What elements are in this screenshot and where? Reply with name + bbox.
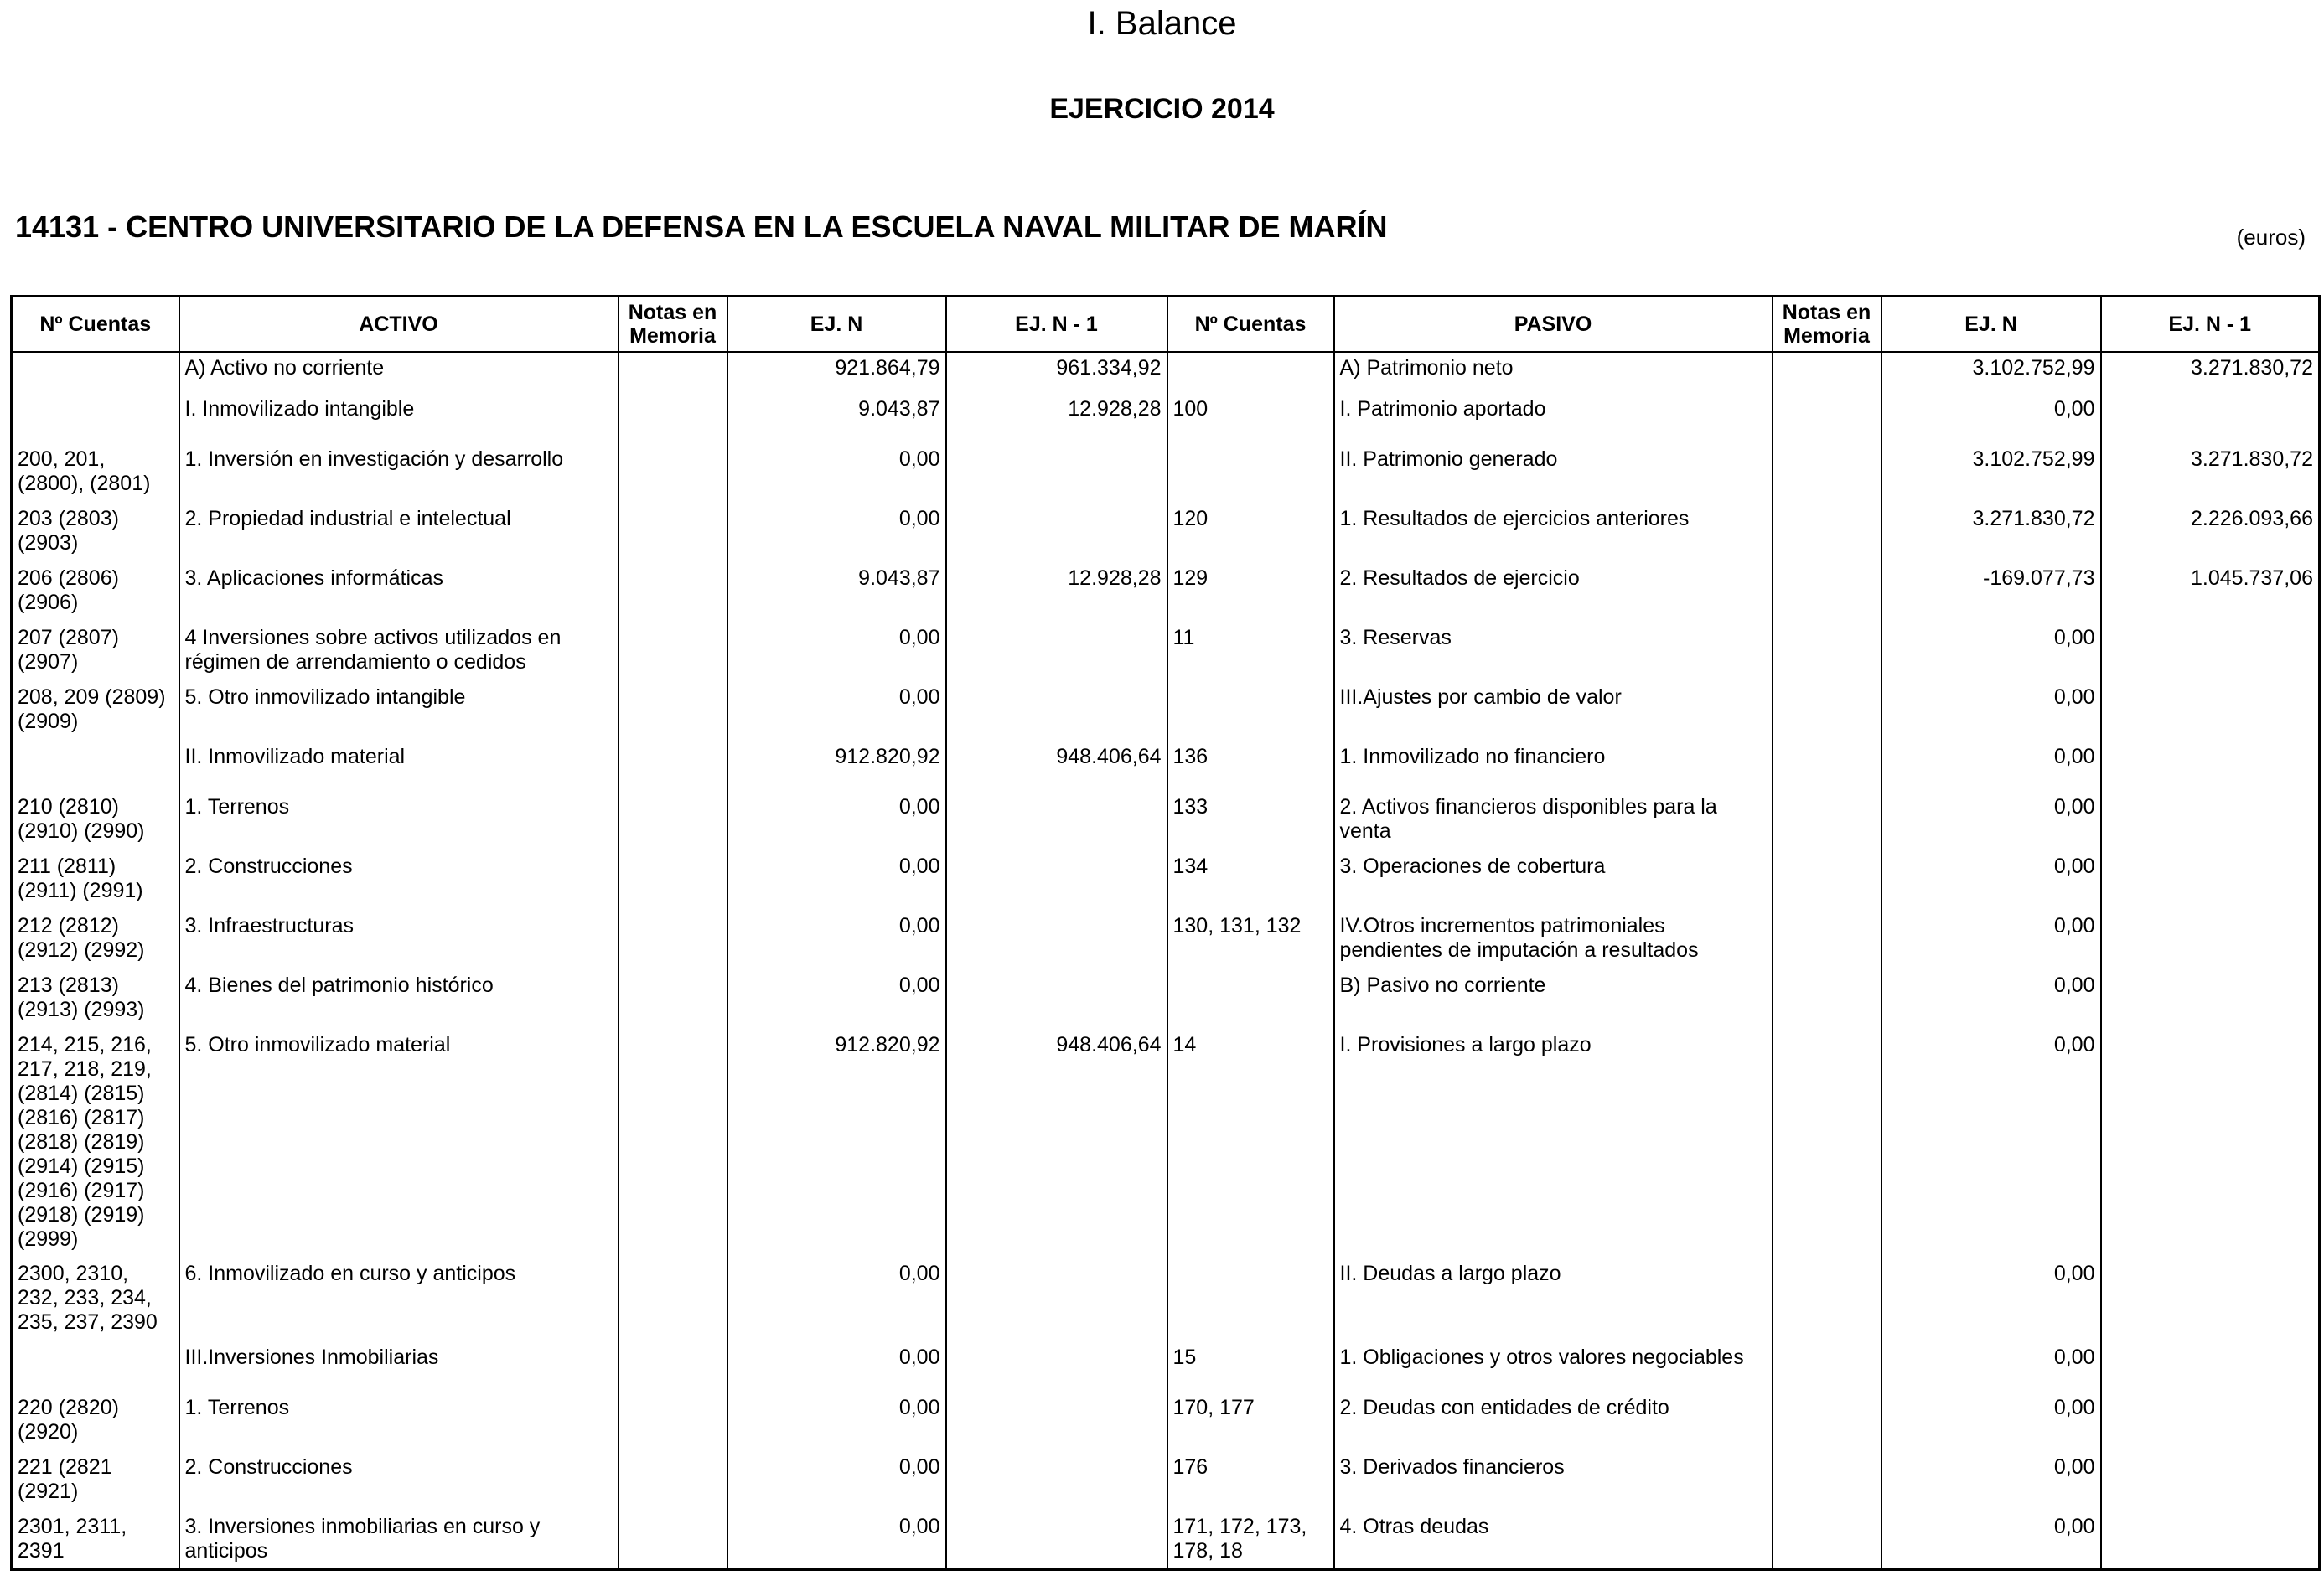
table-row <box>12 1341 2320 1391</box>
table-row <box>12 1257 2320 1341</box>
cell-ejn1-activo <box>946 502 1167 561</box>
cell-notas-pasivo <box>1773 1450 1881 1510</box>
cell-cuentas-pasivo <box>1167 442 1334 502</box>
cell-cuentas-pasivo: 129 <box>1167 561 1334 621</box>
cell-activo-label: 5. Otro inmovilizado intangible <box>179 680 619 740</box>
cell-activo-label: 3. Aplicaciones informáticas <box>179 561 619 621</box>
cell-cuentas-activo: 2300, 2310, 232, 233, 234, 235, 237, 2390 <box>12 1257 179 1341</box>
cell-ejn1-activo: 12.928,28 <box>946 561 1167 621</box>
cell-notas-activo <box>619 909 727 969</box>
cell-ejn-activo: 0,00 <box>727 502 946 561</box>
cell-notas-pasivo <box>1773 850 1881 909</box>
cell-ejn-activo: 0,00 <box>727 969 946 1028</box>
cell-ejn1-pasivo: 3.271.830,72 <box>2101 352 2320 392</box>
table-row <box>12 850 2320 909</box>
cell-activo-label: 6. Inmovilizado en curso y anticipos <box>179 1257 619 1341</box>
cell-ejn1-activo <box>946 969 1167 1028</box>
cell-ejn-activo: 912.820,92 <box>727 1028 946 1257</box>
table-row <box>12 442 2320 502</box>
table-row <box>12 392 2320 442</box>
cell-ejn-activo: 912.820,92 <box>727 740 946 790</box>
cell-ejn-pasivo: 0,00 <box>1881 621 2101 680</box>
cell-activo-label: A) Activo no corriente <box>179 352 619 392</box>
cell-ejn1-pasivo <box>2101 1510 2320 1570</box>
cell-activo-label: III.Inversiones Inmobiliarias <box>179 1341 619 1391</box>
cell-ejn-pasivo: 0,00 <box>1881 1391 2101 1450</box>
cell-ejn-pasivo: 0,00 <box>1881 1028 2101 1257</box>
cell-notas-pasivo <box>1773 1391 1881 1450</box>
cell-ejn1-pasivo: 2.226.093,66 <box>2101 502 2320 561</box>
cell-ejn-pasivo: -169.077,73 <box>1881 561 2101 621</box>
cell-cuentas-pasivo: 176 <box>1167 1450 1334 1510</box>
cell-pasivo-label: 2. Resultados de ejercicio <box>1334 561 1773 621</box>
table-row <box>12 502 2320 561</box>
cell-notas-activo <box>619 740 727 790</box>
cell-activo-label: 3. Infraestructuras <box>179 909 619 969</box>
cell-notas-pasivo <box>1773 561 1881 621</box>
col-header-activo: ACTIVO <box>179 297 619 353</box>
col-header-pasivo: PASIVO <box>1334 297 1773 353</box>
cell-cuentas-pasivo: 171, 172, 173, 178, 18 <box>1167 1510 1334 1570</box>
cell-pasivo-label: II. Deudas a largo plazo <box>1334 1257 1773 1341</box>
cell-notas-activo <box>619 1257 727 1341</box>
cell-ejn-pasivo: 0,00 <box>1881 909 2101 969</box>
cell-ejn-activo: 0,00 <box>727 1341 946 1391</box>
cell-cuentas-activo: 2301, 2311, 2391 <box>12 1510 179 1570</box>
cell-notas-activo <box>619 352 727 392</box>
cell-pasivo-label: B) Pasivo no corriente <box>1334 969 1773 1028</box>
cell-ejn-pasivo: 0,00 <box>1881 850 2101 909</box>
cell-ejn1-pasivo <box>2101 621 2320 680</box>
cell-ejn1-activo <box>946 1257 1167 1341</box>
cell-cuentas-pasivo: 120 <box>1167 502 1334 561</box>
cell-activo-label: I. Inmovilizado intangible <box>179 392 619 442</box>
cell-ejn1-activo: 961.334,92 <box>946 352 1167 392</box>
cell-notas-activo <box>619 392 727 442</box>
cell-ejn-pasivo: 0,00 <box>1881 1341 2101 1391</box>
table-row <box>12 909 2320 969</box>
cell-ejn-pasivo: 0,00 <box>1881 1257 2101 1341</box>
cell-ejn1-pasivo <box>2101 1391 2320 1450</box>
cell-notas-pasivo <box>1773 909 1881 969</box>
cell-cuentas-pasivo <box>1167 680 1334 740</box>
cell-ejn-activo: 0,00 <box>727 680 946 740</box>
cell-pasivo-label: 4. Otras deudas <box>1334 1510 1773 1570</box>
cell-ejn-pasivo: 3.271.830,72 <box>1881 502 2101 561</box>
cell-cuentas-activo: 212 (2812) (2912) (2992) <box>12 909 179 969</box>
table-row <box>12 621 2320 680</box>
cell-activo-label: 1. Terrenos <box>179 790 619 850</box>
cell-cuentas-pasivo: 133 <box>1167 790 1334 850</box>
cell-cuentas-pasivo <box>1167 352 1334 392</box>
cell-notas-activo <box>619 1391 727 1450</box>
cell-ejn-activo: 0,00 <box>727 790 946 850</box>
cell-ejn1-pasivo <box>2101 1257 2320 1341</box>
cell-ejn1-pasivo <box>2101 1341 2320 1391</box>
cell-activo-label: 4 Inversiones sobre activos utilizados en régimen de arrendamiento o cedidos <box>179 621 619 680</box>
cell-cuentas-activo: 220 (2820) (2920) <box>12 1391 179 1450</box>
table-row <box>12 1450 2320 1510</box>
cell-notas-pasivo <box>1773 442 1881 502</box>
cell-cuentas-activo: 211 (2811) (2911) (2991) <box>12 850 179 909</box>
cell-cuentas-activo: 207 (2807) (2907) <box>12 621 179 680</box>
cell-ejn-pasivo: 0,00 <box>1881 392 2101 442</box>
cell-cuentas-activo <box>12 392 179 442</box>
cell-ejn-activo: 0,00 <box>727 850 946 909</box>
cell-notas-activo <box>619 502 727 561</box>
cell-activo-label: 4. Bienes del patrimonio histórico <box>179 969 619 1028</box>
cell-notas-pasivo <box>1773 392 1881 442</box>
cell-ejn-activo: 0,00 <box>727 621 946 680</box>
table-row <box>12 790 2320 850</box>
cell-notas-activo <box>619 850 727 909</box>
cell-notas-activo <box>619 621 727 680</box>
cell-pasivo-label: IV.Otros incrementos patrimoniales pendientes de imputación a resultados <box>1334 909 1773 969</box>
cell-cuentas-pasivo <box>1167 969 1334 1028</box>
cell-ejn-activo: 0,00 <box>727 1450 946 1510</box>
cell-ejn-activo: 9.043,87 <box>727 392 946 442</box>
cell-ejn1-activo <box>946 1510 1167 1570</box>
table-row <box>12 1391 2320 1450</box>
cell-ejn-pasivo: 0,00 <box>1881 1450 2101 1510</box>
cell-pasivo-label: 2. Deudas con entidades de crédito <box>1334 1391 1773 1450</box>
cell-cuentas-pasivo: 100 <box>1167 392 1334 442</box>
cell-notas-pasivo <box>1773 790 1881 850</box>
cell-notas-activo <box>619 561 727 621</box>
cell-ejn-pasivo: 0,00 <box>1881 969 2101 1028</box>
cell-ejn-activo: 9.043,87 <box>727 561 946 621</box>
cell-cuentas-activo: 213 (2813) (2913) (2993) <box>12 969 179 1028</box>
cell-notas-pasivo <box>1773 352 1881 392</box>
cell-ejn1-activo <box>946 790 1167 850</box>
cell-notas-activo <box>619 680 727 740</box>
cell-notas-activo <box>619 1341 727 1391</box>
cell-ejn1-activo <box>946 621 1167 680</box>
table-row <box>12 740 2320 790</box>
table-row <box>12 561 2320 621</box>
cell-notas-pasivo <box>1773 1257 1881 1341</box>
cell-cuentas-activo: 203 (2803) (2903) <box>12 502 179 561</box>
cell-cuentas-pasivo: 130, 131, 132 <box>1167 909 1334 969</box>
cell-ejn1-activo <box>946 1450 1167 1510</box>
cell-ejn-activo: 0,00 <box>727 1391 946 1450</box>
entity-name: 14131 - CENTRO UNIVERSITARIO DE LA DEFENSA EN LA ESCUELA NAVAL MILITAR DE MARÍN <box>15 209 1388 244</box>
cell-cuentas-activo: 206 (2806) (2906) <box>12 561 179 621</box>
cell-activo-label: 2. Propiedad industrial e intelectual <box>179 502 619 561</box>
cell-ejn-pasivo: 0,00 <box>1881 740 2101 790</box>
cell-ejn-pasivo: 3.102.752,99 <box>1881 352 2101 392</box>
cell-activo-label: 1. Terrenos <box>179 1391 619 1450</box>
cell-notas-activo <box>619 1510 727 1570</box>
cell-pasivo-label: 3. Reservas <box>1334 621 1773 680</box>
cell-notas-pasivo <box>1773 680 1881 740</box>
cell-ejn1-activo <box>946 909 1167 969</box>
cell-pasivo-label: III.Ajustes por cambio de valor <box>1334 680 1773 740</box>
cell-notas-activo <box>619 969 727 1028</box>
cell-pasivo-label: II. Patrimonio generado <box>1334 442 1773 502</box>
cell-ejn1-activo <box>946 442 1167 502</box>
cell-ejn1-activo <box>946 1391 1167 1450</box>
header-row <box>12 297 2320 353</box>
cell-pasivo-label: I. Provisiones a largo plazo <box>1334 1028 1773 1257</box>
cell-pasivo-label: 1. Obligaciones y otros valores negociables <box>1334 1341 1773 1391</box>
table-row <box>12 1028 2320 1257</box>
col-header-cuentas-pasivo: Nº Cuentas <box>1167 297 1334 353</box>
cell-pasivo-label: 1. Resultados de ejercicios anteriores <box>1334 502 1773 561</box>
cell-cuentas-activo: 214, 215, 216, 217, 218, 219, (2814) (2815) (2816) (2817) (2818) (2819) (2914) (2915) (2916) (2917) (2918) (2919) (2999) <box>12 1028 179 1257</box>
exercise-year: EJERCICIO 2014 <box>1049 93 1275 125</box>
cell-pasivo-label: 3. Operaciones de cobertura <box>1334 850 1773 909</box>
cell-ejn1-activo <box>946 850 1167 909</box>
cell-ejn1-pasivo <box>2101 392 2320 442</box>
cell-ejn1-pasivo <box>2101 740 2320 790</box>
cell-activo-label: 2. Construcciones <box>179 1450 619 1510</box>
cell-activo-label: 2. Construcciones <box>179 850 619 909</box>
cell-cuentas-pasivo: 134 <box>1167 850 1334 909</box>
document-title: I. Balance <box>1087 5 1237 42</box>
cell-ejn1-activo <box>946 1341 1167 1391</box>
cell-ejn-pasivo: 0,00 <box>1881 790 2101 850</box>
cell-notas-activo <box>619 442 727 502</box>
cell-notas-pasivo <box>1773 1341 1881 1391</box>
cell-activo-label: II. Inmovilizado material <box>179 740 619 790</box>
cell-cuentas-pasivo: 170, 177 <box>1167 1391 1334 1450</box>
cell-pasivo-label: A) Patrimonio neto <box>1334 352 1773 392</box>
cell-cuentas-pasivo: 136 <box>1167 740 1334 790</box>
cell-notas-pasivo <box>1773 740 1881 790</box>
col-header-notas-pasivo: Notas en Memoria <box>1773 297 1881 353</box>
cell-pasivo-label: 3. Derivados financieros <box>1334 1450 1773 1510</box>
cell-notas-pasivo <box>1773 1510 1881 1570</box>
cell-ejn1-pasivo <box>2101 1450 2320 1510</box>
cell-ejn-pasivo: 0,00 <box>1881 1510 2101 1570</box>
cell-ejn1-pasivo <box>2101 1028 2320 1257</box>
cell-activo-label: 3. Inversiones inmobiliarias en curso y anticipos <box>179 1510 619 1570</box>
cell-ejn-activo: 0,00 <box>727 1510 946 1570</box>
cell-ejn1-pasivo: 3.271.830,72 <box>2101 442 2320 502</box>
cell-pasivo-label: I. Patrimonio aportado <box>1334 392 1773 442</box>
cell-cuentas-activo: 200, 201, (2800), (2801) <box>12 442 179 502</box>
cell-ejn1-activo: 948.406,64 <box>946 1028 1167 1257</box>
cell-ejn1-activo: 12.928,28 <box>946 392 1167 442</box>
cell-cuentas-activo: 208, 209 (2809) (2909) <box>12 680 179 740</box>
cell-activo-label: 5. Otro inmovilizado material <box>179 1028 619 1257</box>
cell-cuentas-activo <box>12 740 179 790</box>
cell-pasivo-label: 2. Activos financieros disponibles para la venta <box>1334 790 1773 850</box>
table-row <box>12 1510 2320 1570</box>
cell-ejn-activo: 0,00 <box>727 442 946 502</box>
cell-pasivo-label: 1. Inmovilizado no financiero <box>1334 740 1773 790</box>
cell-notas-pasivo <box>1773 502 1881 561</box>
cell-ejn1-activo <box>946 680 1167 740</box>
table-row <box>12 969 2320 1028</box>
col-header-cuentas-activo: Nº Cuentas <box>12 297 179 353</box>
cell-notas-pasivo <box>1773 1028 1881 1257</box>
col-header-notas-activo: Notas en Memoria <box>619 297 727 353</box>
balance-body <box>12 352 2320 1570</box>
cell-notas-pasivo <box>1773 969 1881 1028</box>
cell-ejn1-pasivo <box>2101 790 2320 850</box>
cell-ejn-pasivo: 0,00 <box>1881 680 2101 740</box>
cell-cuentas-pasivo: 15 <box>1167 1341 1334 1391</box>
balance-table <box>10 295 2321 1571</box>
table-row <box>12 680 2320 740</box>
cell-cuentas-pasivo: 11 <box>1167 621 1334 680</box>
cell-ejn1-pasivo <box>2101 909 2320 969</box>
cell-cuentas-activo: 210 (2810) (2910) (2990) <box>12 790 179 850</box>
currency-unit: (euros) <box>2236 225 2306 250</box>
cell-notas-pasivo <box>1773 621 1881 680</box>
col-header-ejn-pasivo: EJ. N <box>1881 297 2101 353</box>
col-header-ejn1-activo: EJ. N - 1 <box>946 297 1167 353</box>
cell-cuentas-pasivo <box>1167 1257 1334 1341</box>
col-header-ejn-activo: EJ. N <box>727 297 946 353</box>
col-header-ejn1-pasivo: EJ. N - 1 <box>2101 297 2320 353</box>
cell-notas-activo <box>619 790 727 850</box>
table-row <box>12 352 2320 392</box>
cell-notas-activo <box>619 1450 727 1510</box>
cell-cuentas-pasivo: 14 <box>1167 1028 1334 1257</box>
cell-ejn1-pasivo <box>2101 850 2320 909</box>
cell-cuentas-activo: 221 (2821 (2921) <box>12 1450 179 1510</box>
cell-activo-label: 1. Inversión en investigación y desarrollo <box>179 442 619 502</box>
cell-ejn1-pasivo <box>2101 680 2320 740</box>
cell-cuentas-activo <box>12 352 179 392</box>
cell-ejn1-pasivo: 1.045.737,06 <box>2101 561 2320 621</box>
cell-ejn-activo: 0,00 <box>727 1257 946 1341</box>
cell-ejn1-activo: 948.406,64 <box>946 740 1167 790</box>
cell-cuentas-activo <box>12 1341 179 1391</box>
cell-ejn-activo: 921.864,79 <box>727 352 946 392</box>
cell-ejn1-pasivo <box>2101 969 2320 1028</box>
cell-ejn-pasivo: 3.102.752,99 <box>1881 442 2101 502</box>
cell-notas-activo <box>619 1028 727 1257</box>
cell-ejn-activo: 0,00 <box>727 909 946 969</box>
